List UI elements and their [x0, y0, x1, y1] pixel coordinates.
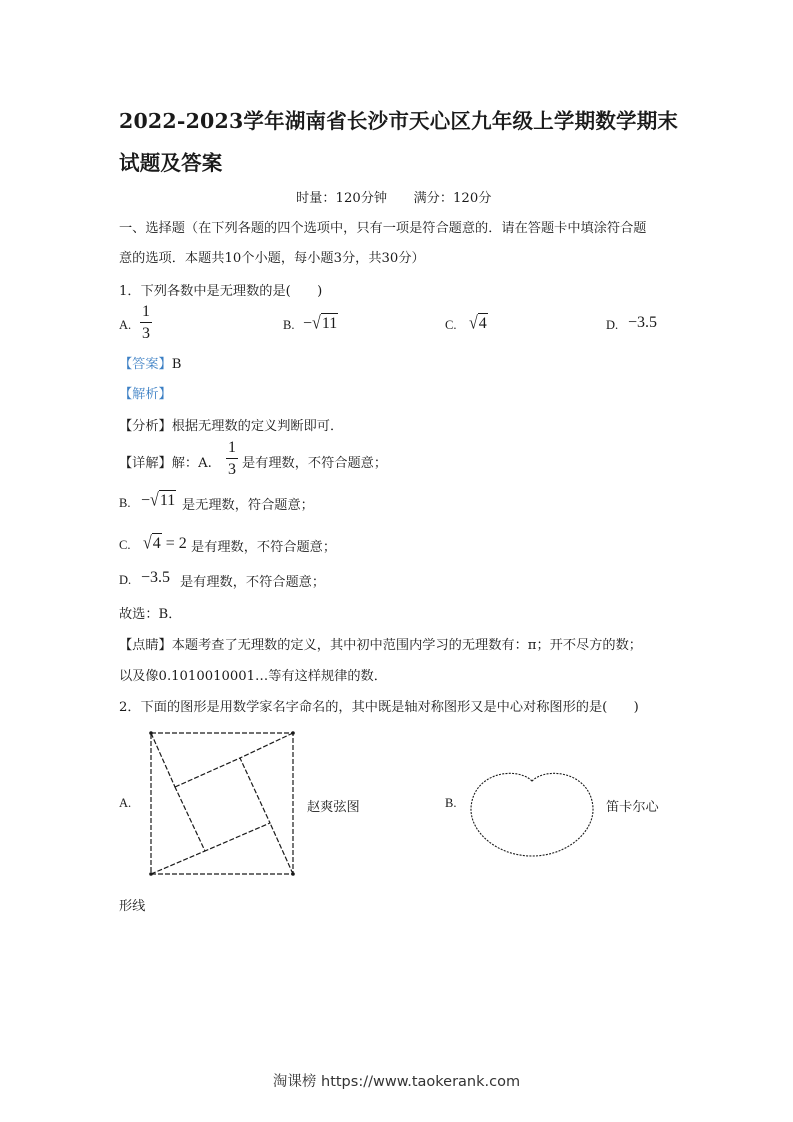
exam-info: 时量：120分钟 满分：120分 [296, 191, 492, 206]
q1-detail-d-value: −3.5 [141, 569, 171, 586]
title-line-1: 2022-2023学年湖南省长沙市天心区九年级上学期数学期末 [119, 109, 679, 133]
sqrt-symbol: √11 [312, 313, 338, 334]
fraction-denominator: 3 [142, 325, 150, 342]
answer-tag: 【答案】 [119, 357, 172, 372]
q1-option-a-label: A. [119, 318, 132, 332]
q1-xiangjie-prefix: 【详解】解：A. [119, 456, 212, 471]
fraction-denominator: 3 [228, 461, 236, 478]
sqrt-symbol: √11 [150, 490, 176, 511]
q1-detail-c-text: 是有理数，不符合题意； [191, 540, 337, 555]
triangle-edge [240, 733, 293, 758]
q1-dianjing-line-2: 以及像0.1010010001…等有这样规律的数． [119, 669, 387, 684]
q1-answer [119, 353, 181, 372]
radicand: 4 [152, 535, 161, 552]
minus-sign: − [141, 492, 151, 509]
q1-detail-b-value [141, 490, 176, 510]
q1-detail-b-text: 是无理数，符合题意； [182, 498, 314, 513]
q1-option-c-value [469, 313, 488, 333]
q1-fenxi: 【分析】根据无理数的定义判断即可． [119, 419, 344, 434]
radicand: 4 [478, 315, 487, 332]
q1-detail-c-label: C. [119, 538, 131, 552]
fraction-numerator: 1 [226, 440, 238, 459]
q1-detail-d-label: D. [119, 573, 132, 587]
cardioid-curve [471, 773, 593, 856]
minus-sign: − [303, 315, 313, 332]
q1-detail-d-text: 是有理数，不符合题意； [180, 575, 326, 590]
q1-option-b-label: B. [283, 318, 295, 332]
triangle-edge [151, 851, 205, 874]
q1-analysis-tag: 【解析】 [119, 387, 172, 402]
triangle-edge [270, 823, 293, 874]
sqrt-symbol: √4 [143, 533, 161, 554]
answer-value: B [171, 357, 182, 372]
q2-option-b-caption: 笛卡尔心 [606, 800, 659, 815]
q1-detail-b-label: B. [119, 496, 131, 510]
q1-detail-c-value [143, 533, 187, 553]
outer-square [151, 733, 293, 874]
q1-option-d-value: −3.5 [628, 314, 658, 331]
q2-option-b-label: B. [445, 796, 457, 810]
q1-stem: 1．下列各数中是无理数的是( ) [119, 284, 323, 299]
q2-option-a-caption: 赵爽弦图 [307, 800, 360, 815]
q2-stem: 2．下面的图形是用数学家名字命名的，其中既是轴对称图形又是中心对称图形的是( ) [119, 700, 639, 715]
q1-xiangjie-fraction [226, 440, 238, 478]
q1-dianjing-line-1: 【点睛】本题考查了无理数的定义，其中初中范围内学习的无理数有：π；开不尽方的数； [119, 638, 642, 653]
section1-instructions-line-1: 一、选择题（在下列各题的四个选项中，只有一项是符合题意的．请在答题卡中填涂符合题 [119, 221, 647, 236]
q1-xiangjie-a-text: 是有理数，不符合题意； [242, 456, 388, 471]
radicand: 11 [321, 315, 338, 332]
q2-option-a-label: A. [119, 796, 132, 810]
q2-option-b-caption-cont: 形线 [119, 899, 146, 914]
sqrt-symbol: √4 [469, 313, 487, 334]
q1-choose: 故选：B． [119, 607, 182, 622]
q1-option-d-label: D. [606, 318, 619, 332]
q1-option-a-fraction [140, 304, 152, 342]
q1-option-b-value [303, 313, 338, 333]
fraction-numerator: 1 [140, 304, 152, 323]
radicand: 11 [159, 492, 176, 509]
triangle-edge [151, 733, 175, 787]
section1-instructions-line-2: 意的选项．本题共10个小题，每小题3分，共30分） [119, 251, 425, 266]
q1-option-c-label: C. [445, 318, 457, 332]
footer-watermark: 淘课榜 https://www.taokerank.com [272, 1074, 521, 1090]
equals-two: = 2 [165, 535, 187, 552]
cardioid-diagram [465, 770, 600, 860]
title-line-2: 试题及答案 [119, 151, 223, 175]
inner-square [175, 758, 270, 851]
zhao-shuang-diagram [146, 728, 299, 878]
